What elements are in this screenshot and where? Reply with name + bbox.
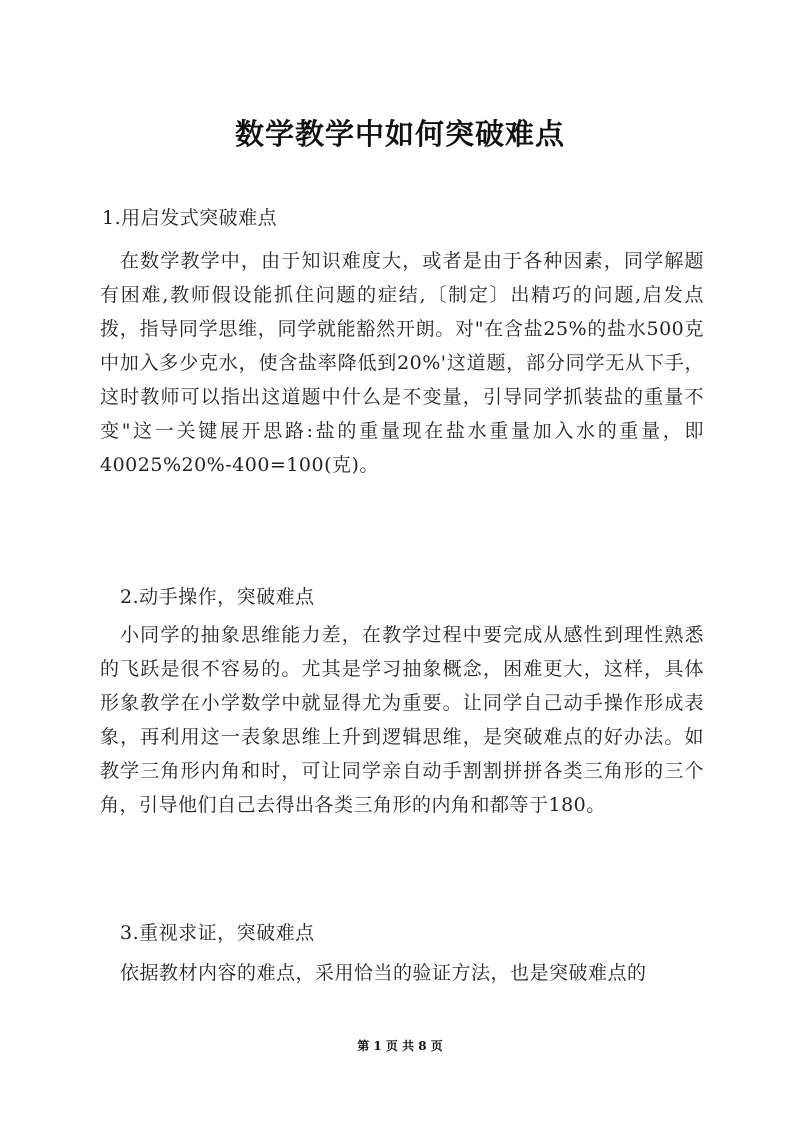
document-title: 数学教学中如何突破难点 [234,117,565,151]
section-heading-1: 1.用启发式突破难点 [102,207,278,229]
section-paragraph-2: 小同学的抽象思维能力差，在教学过程中要完成从感性到理性熟悉的飞跃是很不容易的。尤其是学习抽象概念，困难更大，这样，具体形象教学在小学数学中就显得尤为重要。让同学自己动手操作形成表象，再利用这一表象思维上升到逻辑思维，是突破难点的好办法。如教学三角形内角和时，可让同学亲自动手割割拼拼各类三角形的三个角，引导他们自己去得出各类三角形的内角和都等于180。 [100,624,704,816]
section-heading-2: 2.动手操作，突破难点 [120,586,315,608]
section-paragraph-1: 在数学教学中，由于知识难度大，或者是由于各种因素，同学解题有困难,教师假设能抓住问题的症结,〔制定〕出精巧的问题,启发点拨，指导同学思维，同学就能豁然开朗。对"在含盐25%的盐水500克中加入多少克水，使含盐率降低到20%'这道题，部分同学无从下手，这时教师可以指出这道题中什么是不变量，引导同学抓装盐的重量不变"这一关键展开思路:盐的重量现在盐水重量加入水的重量，即40025%20%-400=100(克)。 [100,250,704,476]
page-number-footer: 第 1 页 共 8 页 [357,1039,443,1053]
section-paragraph-3: 依据教材内容的难点，采用恰当的验证方法，也是突破难点的 [120,962,647,984]
section-heading-3: 3.重视求证，突破难点 [120,922,315,944]
